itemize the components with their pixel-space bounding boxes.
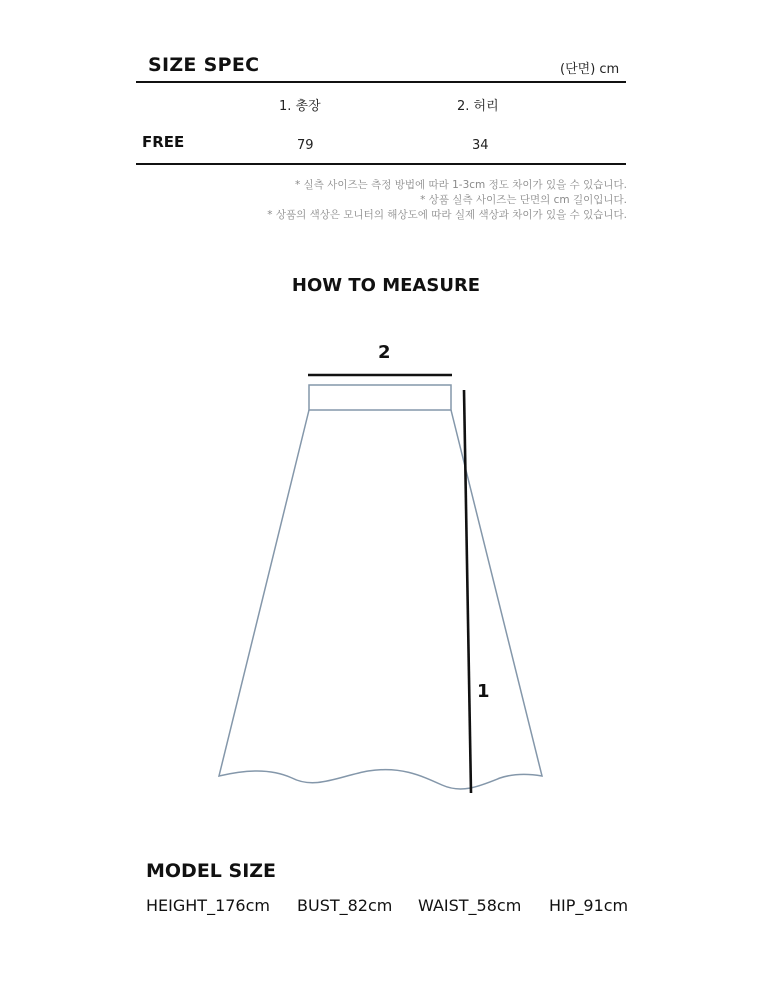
note-color-variance: * 상품의 색상은 모니터의 해상도에 따라 실제 색상과 차이가 있을 수 있습니다. <box>267 209 627 221</box>
size-row-label: FREE <box>142 133 185 151</box>
size-length-value: 79 <box>297 138 314 153</box>
note-measurement-variance: * 실측 사이즈는 측정 방법에 따라 1-3cm 정도 차이가 있을 수 있습니다. <box>294 179 627 191</box>
length-measure-label: 1 <box>477 681 490 702</box>
unit-label: (단면) cm <box>560 62 620 77</box>
how-to-measure-title: HOW TO MEASURE <box>291 275 481 296</box>
model-waist: WAIST_58cm <box>418 896 522 915</box>
size-waist-value: 34 <box>472 138 489 153</box>
size-spec-title: SIZE SPEC <box>148 54 260 76</box>
model-hip: HIP_91cm <box>549 896 629 915</box>
model-height: HEIGHT_176cm <box>146 896 270 915</box>
model-bust: BUST_82cm <box>297 896 393 915</box>
waist-measure-label: 2 <box>378 342 391 363</box>
model-size-title: MODEL SIZE <box>146 860 277 882</box>
skirt-waistband <box>309 385 451 410</box>
note-flat-measurement: * 상품 실측 사이즈는 단면의 cm 길이입니다. <box>420 194 627 206</box>
column-header-waist: 2. 허리 <box>457 99 499 114</box>
length-measure-line <box>464 390 471 793</box>
skirt-body-outline <box>219 410 542 789</box>
column-header-length: 1. 총장 <box>279 99 321 114</box>
